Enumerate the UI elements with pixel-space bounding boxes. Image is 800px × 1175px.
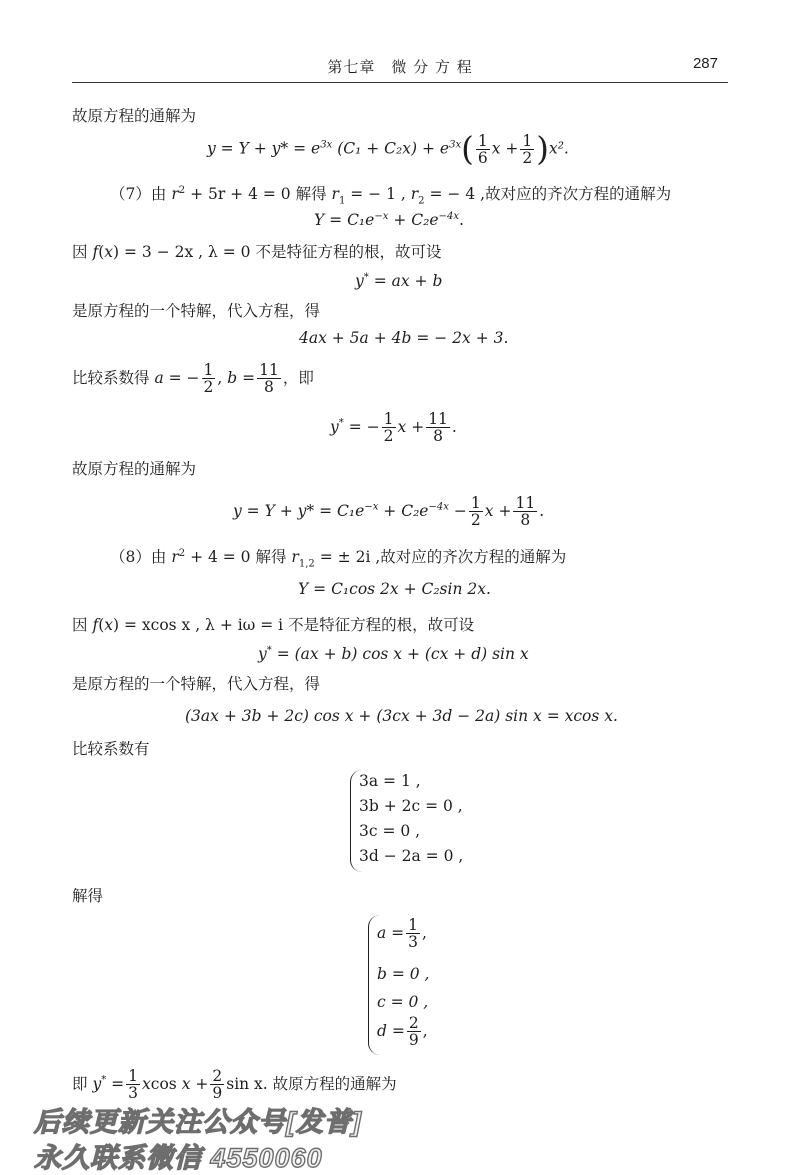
exponent: 3x xyxy=(320,139,333,151)
equation-general-solution-6 xyxy=(207,130,569,169)
fraction: $\frac{11}{8}$ xyxy=(515,494,536,530)
fraction: $\frac{11}{8}$ xyxy=(428,410,448,446)
page-header xyxy=(72,52,728,83)
eq-text: Y = C₁cos 2x + C₂sin 2x. xyxy=(298,580,491,598)
eq-text: y = Y + y* = e xyxy=(207,139,321,158)
chapter-title: 第七章 微 分 方 程 xyxy=(327,58,473,76)
text: 因 xyxy=(72,616,93,634)
eq-text: + C₂e xyxy=(378,501,429,520)
part-label: （8）由 xyxy=(110,548,167,567)
fraction: $\frac{1}{2}$ xyxy=(470,494,481,530)
exponent: −x xyxy=(374,211,389,222)
homogeneous-solution-7: $Y = C_1e^{-x} + C_2e^{-4x}$. xyxy=(314,211,464,230)
exponent: −4x xyxy=(438,211,460,222)
text: 不是特征方程的根，故可设 xyxy=(288,616,475,634)
eq-text: + C₂e xyxy=(388,211,439,230)
var: r xyxy=(410,185,419,204)
solution-a: a = $\frac{1}{3}$ , xyxy=(377,916,427,952)
solution-b: b = 0 , xyxy=(377,965,430,983)
part7-statement xyxy=(110,185,671,207)
text-line: 解得 xyxy=(72,887,104,905)
part8-statement: （8）由 $r^2 + 4 = 0$ 解得 $r_{1,2}$ = ± 2i ,故对应的齐次方程的通解为 xyxy=(110,548,567,570)
general-solution-7: $y = Y + y* = C_1e^{-x} + C_2e^{-4x}$ − $\frac{1}{2}$ x + $\frac{11}{8}$ . xyxy=(233,494,545,530)
fraction: $\frac{1}{2}$ xyxy=(383,410,394,446)
exponent: 2 xyxy=(178,185,186,196)
system-row: 3d − 2a = 0 , xyxy=(359,847,464,865)
system-row: 3a = 1 , xyxy=(359,772,421,790)
homogeneous-solution-8 xyxy=(298,580,491,599)
root2: = − 4 , xyxy=(424,185,486,204)
particular-solution-7: y* = − $\frac{1}{2}$ x + $\frac{11}{8}$ . xyxy=(330,410,457,446)
part-label: （7）由 xyxy=(110,185,167,204)
fraction: $\frac{1}{2}$ xyxy=(203,361,214,397)
eq-text: Y = C₁e xyxy=(314,211,375,230)
final-line: 即 y* = $\frac{1}{3}$ xcos x + $\frac{2}{9}$ sin x. 故原方程的通解为 xyxy=(72,1067,397,1103)
text: = ± 2i , xyxy=(314,548,381,567)
solution-system xyxy=(368,915,467,1055)
substituted-equation-8 xyxy=(185,707,618,726)
fraction: $\frac{1}{6}$ xyxy=(477,131,488,168)
fraction: $\frac{2}{9}$ xyxy=(212,1067,223,1103)
watermark-line-1: 后续更新关注公众号[发普] xyxy=(34,1107,362,1137)
trial-solution-7: y* = ax + b xyxy=(355,272,443,291)
reason-line-8: 因 f(x) = xcos x , λ + iω = i 不是特征方程的根，故可设 xyxy=(72,616,475,634)
eq-text: = ax + b xyxy=(368,272,443,291)
subscript: 2 xyxy=(418,195,425,207)
tail: 故对应的齐次方程的通解为 xyxy=(485,185,672,204)
paren-left: ( xyxy=(461,130,474,168)
system-row: 3c = 0 , xyxy=(359,822,421,840)
text: 即 xyxy=(72,1074,93,1093)
text: 因 xyxy=(72,243,93,261)
func: f xyxy=(92,243,99,261)
paren-right: ) xyxy=(536,130,549,168)
eq-text: (3ax + 3b + 2c) cos x + (3cx + 3d − 2a) sin x = xcos x. xyxy=(185,707,618,725)
trial-solution-8: y* = (ax + b) cos x + (cx + d) sin x xyxy=(258,645,529,664)
text-line: 故原方程的通解为 xyxy=(72,460,197,478)
text: ，即 xyxy=(282,368,314,387)
eq-text: (C₁ + C₂x) + e xyxy=(337,139,450,158)
root1: = − 1 , xyxy=(345,185,411,204)
exponent: 3x xyxy=(449,139,462,151)
eq-text: y = Y + y* = C₁e xyxy=(233,501,365,520)
page-number: 287 xyxy=(692,55,718,72)
text: = 3 − 2x , λ = 0 xyxy=(119,243,256,261)
text: = xcos x , λ + iω = i xyxy=(119,616,289,634)
text: 比较系数得 xyxy=(72,368,155,387)
text-line: 故原方程的通解为 xyxy=(72,107,197,125)
eq-text: = (ax + b) cos x + (cx + d) sin x xyxy=(271,645,529,664)
fraction: $\frac{11}{8}$ xyxy=(259,361,279,397)
solution-d: d = $\frac{2}{9}$ , xyxy=(377,1014,428,1050)
coefficient-system xyxy=(350,770,489,872)
compare-line-7: 比较系数得 a = − $\frac{1}{2}$ , b = $\frac{11}{8}$ ，即 xyxy=(72,361,314,397)
substituted-equation-7 xyxy=(299,329,508,348)
system-row: 3b + 2c = 0 , xyxy=(359,797,463,815)
reason-line-7: 因 f(x) = 3 − 2x , λ = 0 不是特征方程的根，故可设 xyxy=(72,243,442,261)
solution-c: c = 0 , xyxy=(377,993,429,1011)
eq-text: 4ax + 5a + 4b = − 2x + 3. xyxy=(299,329,509,347)
text: 不是特征方程的根，故可设 xyxy=(255,243,442,261)
fraction: $\frac{1}{3}$ xyxy=(128,1067,139,1103)
text-line: 是原方程的一个特解，代入方程，得 xyxy=(72,675,321,693)
subscript: 1 xyxy=(338,195,346,207)
eq-text: x + xyxy=(491,139,519,158)
fraction: $\frac{1}{2}$ xyxy=(522,131,533,168)
eq-text: x². xyxy=(548,139,569,158)
var: r xyxy=(171,185,179,204)
text: + 4 = 0 解得 xyxy=(185,548,292,567)
var: r xyxy=(331,185,339,204)
text: sin x. 故原方程的通解为 xyxy=(226,1074,397,1093)
text-line: 是原方程的一个特解，代入方程，得 xyxy=(72,302,321,320)
text-line: 比较系数有 xyxy=(72,740,150,758)
char-eq: + 5r + 4 = 0 解得 xyxy=(185,185,332,204)
watermark-line-2: 永久联系微信 4550060 xyxy=(34,1143,323,1173)
text: 故对应的齐次方程的通解为 xyxy=(380,548,567,567)
